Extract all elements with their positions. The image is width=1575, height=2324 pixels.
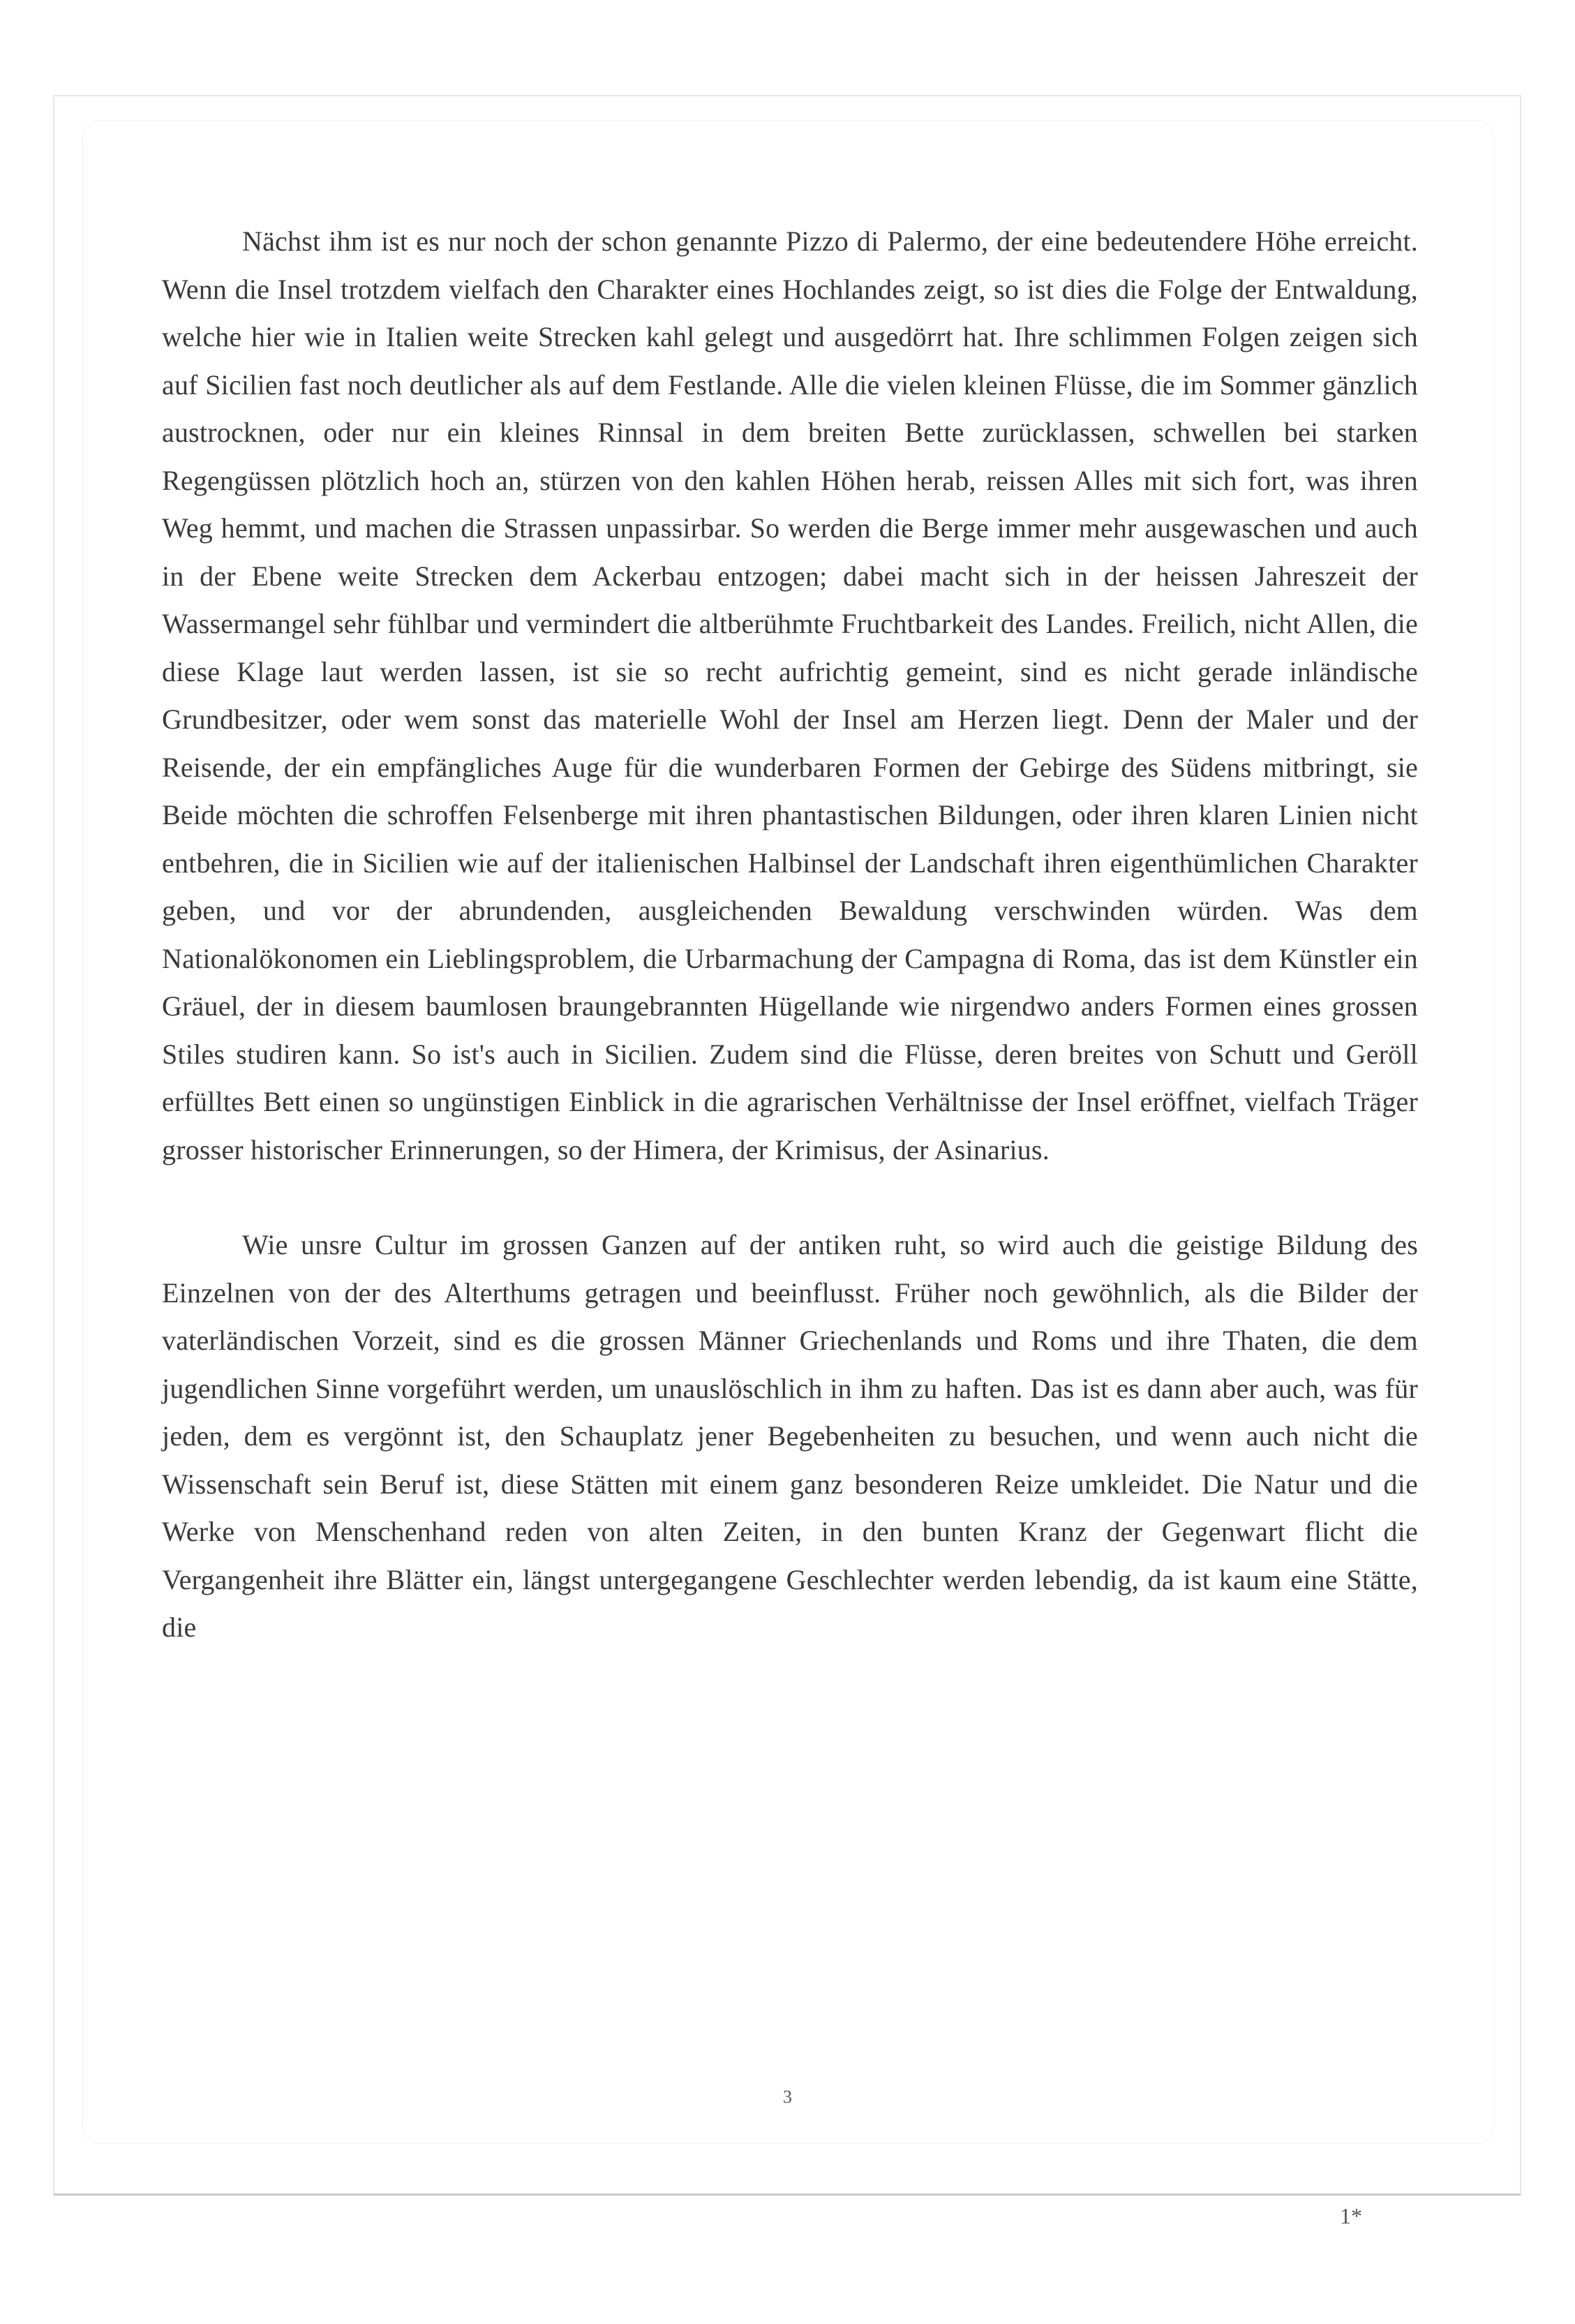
signature-mark: 1* xyxy=(1340,2203,1362,2228)
page-number: 3 xyxy=(783,2087,792,2107)
paragraph-1: Nächst ihm ist es nur noch der schon genannte Pizzo di Palermo, der eine bedeutendere Höhe erreicht. Wenn die Insel trotzdem vielfach den Charakter eines Hochlandes zeigt, so ist dies die Folge der Entwaldung, welche hier wie in Italien weite Strecken kahl gelegt und ausgedörrt hat. Ihre schlimmen Folgen zeigen sich auf Sicilien fast noch deutlicher als auf dem Festlande. Alle die vielen kleinen Flüsse, die im Sommer gänzlich austrocknen, oder nur ein kleines Rinnsal in dem breiten Bette zurücklassen, schwellen bei starken Regengüssen plötzlich hoch an, stürzen von den kahlen Höhen herab, reissen Alles mit sich fort, was ihren Weg hemmt, und machen die Strassen unpassirbar. So werden die Berge immer mehr ausgewaschen und auch in der Ebene weite Strecken dem Ackerbau entzogen; dabei macht sich in der heissen Jahreszeit der Wassermangel sehr fühlbar und vermindert die altberühmte Fruchtbarkeit des Landes. Freilich, nicht Allen, die diese Klage laut werden lassen, ist sie so recht aufrichtig gemeint, sind es nicht gerade inländische Grundbesitzer, oder wem sonst das materielle Wohl der Insel am Herzen liegt. Denn der Maler und der Reisende, der ein empfängliches Auge für die wunderbaren Formen der Gebirge des Südens mitbringt, sie Beide möchten die schroffen Felsenberge mit ihren phantastischen Bildungen, oder ihren klaren Linien nicht entbehren, die in Sicilien wie auf der italienischen Halbinsel der Landschaft ihren eigenthümlichen Charakter geben, und vor der abrundenden, ausgleichenden Bewaldung verschwinden würden. Was dem Nationalökonomen ein Lieblingsproblem, die Urbarmachung der Campagna di Roma, das ist dem Künstler ein Gräuel, der in diesem baumlosen braungebrannten Hügellande wie nirgendwo anders Formen eines grossen Stiles studiren kann. So ist's auch in Sicilien. Zudem sind die Flüsse, deren breites von Schutt und Geröll erfülltes Bett einen so ungünstigen Einblick in die agrarischen Verhältnisse der Insel eröffnet, vielfach Träger grosser historischer Erinnerungen, so der Himera, der Krimisus, der Asinarius. xyxy=(162,225,1418,1165)
paragraph-2: Wie unsre Cultur im grossen Ganzen auf der antiken ruht, so wird auch die geistige Bildung des Einzelnen von der des Alterthums getragen und beeinflusst. Früher noch gewöhnlich, als die Bilder der vaterländischen Vorzeit, sind es die grossen Männer Griechenlands und Roms und ihre Thaten, die dem jugendlichen Sinne vorgeführt werden, um unauslöschlich in ihm zu haften. Das ist es dann aber auch, was für jeden, dem es vergönnt ist, den Schauplatz jener Begebenheiten zu besuchen, und wenn auch nicht die Wissenschaft sein Beruf ist, diese Stätten mit einem ganz besonderen Reize umkleidet. Die Natur und die Werke von Menschenhand reden von alten Zeiten, in den bunten Kranz der Gegenwart flicht die Vergangenheit ihre Blätter ein, längst untergegangene Geschlechter werden lebendig, da ist kaum eine Stätte, die xyxy=(162,1229,1418,1643)
body-text xyxy=(162,218,1418,1652)
